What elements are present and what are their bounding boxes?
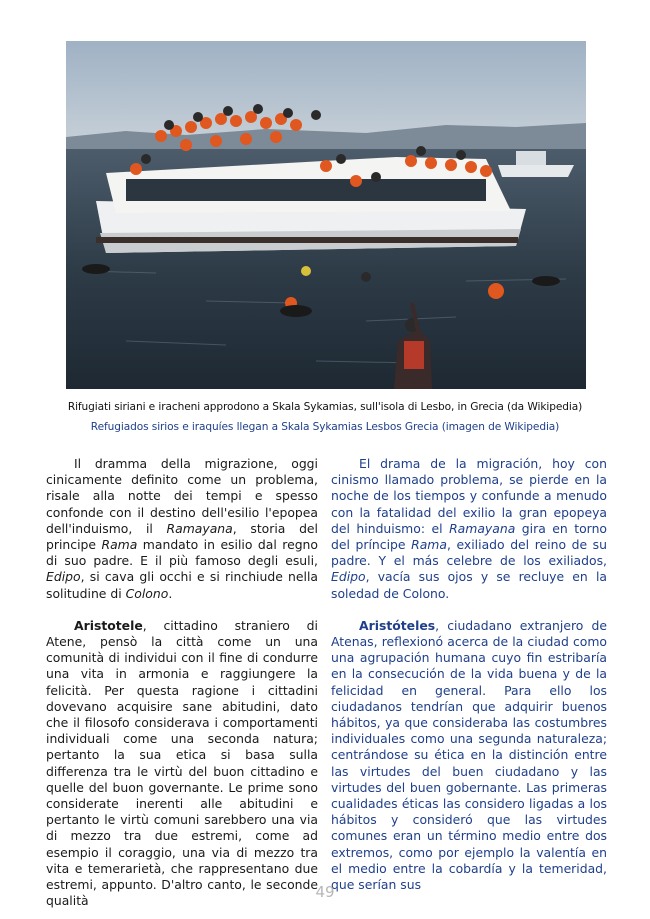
italian-paragraph-1: Il dramma della migrazione, oggi cinicamente definito come un problema, risale alla notte dei tempi e spesso confonde con il destino dell'esilio l'epopea dell'induismo, il Ramayana, storia del principe Rama mandato in esilio dal regno di suo padre. E il più famoso degli esuli, Edipo, si cava gli occhi e si rinchiude nella solitudine di Colono. xyxy=(46,456,318,601)
page-number: 49 xyxy=(315,883,335,901)
italian-column xyxy=(46,456,318,909)
refugee-boat-photo xyxy=(66,41,586,389)
spanish-paragraph-2: Aristóteles, ciudadano extranjero de Atenas, reflexionó acerca de la ciudad como una agrupación humana cuyo fin estribaría en la consecución de la vida buena y de la felicidad en general. Para ello los ciudadanos tendrían que adquirir buenos hábitos, ya que consideraba las costumbres individuales como una segunda naturaleza; centrándose su ética en la distinción entre las virtudes del buen ciudadano y las virtudes del buen gobernante. Las primeras cualidades éticas las considero ligadas a los hábitos y consideró que las virtudes comunes eran un término medio entre dos extremos, como por ejemplo la valentía en el medio entre la cobardía y la temeridad, que serían sus xyxy=(331,617,607,893)
spanish-column xyxy=(331,456,607,893)
spanish-paragraph-1: El drama de la migración, hoy con cinismo llamado problema, se pierde en la noche de los tiempos y confunde a menudo con la fatalidad del exilio la gran epopeya del hinduismo: el Ramayana gira en torno del príncipe Rama, exiliado del reino de su padre. Y el más celebre de los exiliados, Edipo, vacía sus ojos y se recluye en la soledad de Colono. xyxy=(331,456,607,601)
caption-italian: Rifugiati siriani e iracheni approdono a Skala Sykamias, sull'isola di Lesbo, in Grecia (da Wikipedia) xyxy=(67,401,583,413)
caption-spanish: Refugiados sirios e iraquíes llegan a Skala Sykamias Lesbos Grecia (imagen de Wikipedia) xyxy=(90,421,560,433)
italian-paragraph-2: Aristotele, cittadino straniero di Atene, pensò la città come un una comunità di individui con il fine di condurre una vita in armonia e raggiungere la felicità. Per questa ragione i cittadini dovevano acquisire sane abitudini, dato che il filosofo considerava i comportamenti individuali come una seconda natura; pertanto la sua etica si basa sulla differenza tra le virtù del buon cittadino e quelle del buon governante. Le prime sono considerate inerenti alle abitudini e pertanto le virtù comuni sarebbero una via di mezzo tra due estremi, come ad esempio il coraggio, una via di mezzo tra vita e temerarietà, che rappresentano due estremi, appunto. D'altro canto, le seconde qualità xyxy=(46,617,318,909)
